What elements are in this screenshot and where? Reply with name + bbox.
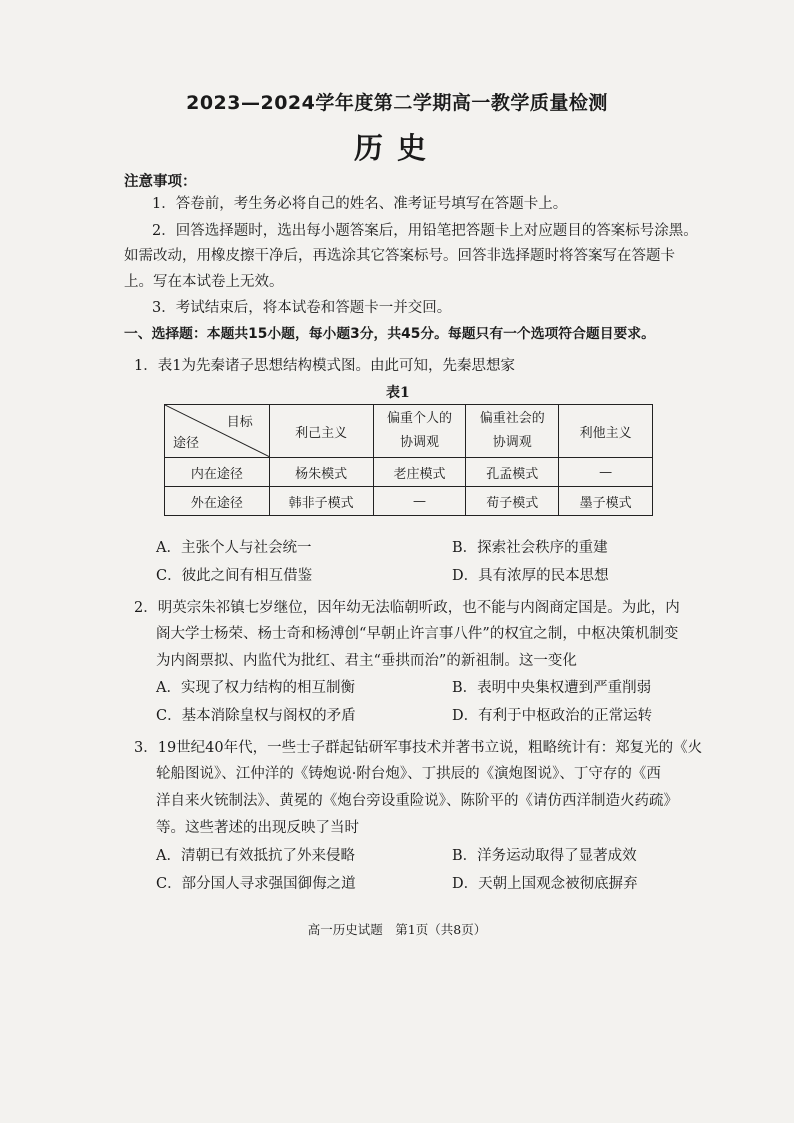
table-cell: 老庄模式 [373,458,466,487]
col-header-line: 偏重个人的 [386,411,452,426]
table-row [165,487,653,516]
q1-option-c: C．彼此之间有相互借鉴 [156,568,313,584]
table-col-header: 利他主义 [559,405,653,458]
col-header-line: 协调观 [399,435,439,450]
q2-option-a: A．实现了权力结构的相互制衡 [156,680,355,696]
q3-option-c: C．部分国人寻求强国御侮之道 [156,876,356,892]
col-header-line: 偏重社会的 [479,411,545,426]
table-cell: — [373,487,466,516]
q2-stem-line-1: 2．明英宗朱祁镇七岁继位，因年幼无法临朝听政，也不能与内阁商定国是。为此，内 [134,600,680,616]
table-cell: 内在途径 [165,458,270,487]
q3-option-b: B．洋务运动取得了显著成效 [452,848,637,864]
note-item-3: 3．考试结束后，将本试卷和答题卡一并交回。 [152,300,452,316]
table-cell: 墨子模式 [559,487,653,516]
table-cell: 外在途径 [165,487,270,516]
section-1-heading: 一、选择题：本题共15小题，每小题3分，共45分。每题只有一个选项符合题目要求。 [124,326,655,342]
q2-stem-line-2: 阁大学士杨荣、杨士奇和杨溥创“早朝止许言事八件”的权宜之制，中枢决策机制变 [156,626,679,642]
question-1-stem: 1．表1为先秦诸子思想结构模式图。由此可知，先秦思想家 [134,358,515,374]
q2-option-d: D．有利于中枢政治的正常运转 [452,708,653,724]
q3-stem-line-1: 3．19世纪40年代，一些士子群起钻研军事技术并著书立说，粗略统计有：郑复光的《火 [134,740,703,756]
q2-stem-line-3: 为内阁票拟、内监代为批红、君主“垂拱而治”的新祖制。这一变化 [156,653,577,669]
q1-option-b: B．探索社会秩序的重建 [452,540,608,556]
table-cell: — [559,458,653,487]
note-item-2-line-1: 2．回答选择题时，选出每小题答案后，用铅笔把答题卡上对应题目的答案标号涂黑。 [152,223,698,239]
q3-stem-line-3: 洋自来火铳制法》、黄冕的《炮台旁设重险说》、陈阶平的《请仿西洋制造火药疏》 [156,793,678,809]
q3-option-d: D．天朝上国观念被彻底摒弃 [452,876,638,892]
q3-stem-line-2: 轮船图说》、江仲洋的《铸炮说·附台炮》、丁拱辰的《演炮图说》、丁守存的《西 [156,766,661,782]
q2-option-b: B．表明中央集权遭到严重削弱 [452,680,652,696]
note-item-1: 1．答卷前，考生务必将自己的姓名、准考证号填写在答题卡上。 [152,196,568,212]
corner-label-goal: 目标 [226,415,253,430]
table-cell: 杨朱模式 [269,458,373,487]
table-cell: 荀子模式 [466,487,559,516]
exam-title: 2023—2024学年度第二学期高一教学质量检测 [186,92,608,114]
table-1 [164,404,653,516]
page-footer: 高一历史试题 第1页（共8页） [307,922,487,937]
table-cell: 韩非子模式 [269,487,373,516]
table-row [165,458,653,487]
table-col-header [466,405,559,458]
table-col-header [373,405,466,458]
note-item-2-line-2: 如需改动，用橡皮擦干净后，再选涂其它答案标号。回答非选择题时将答案写在答题卡 [124,248,675,264]
q1-option-a: A．主张个人与社会统一 [156,540,312,556]
table-cell: 孔孟模式 [466,458,559,487]
table-corner-cell [165,405,270,458]
q3-stem-line-4: 等。这些著述的出现反映了当时 [156,820,359,836]
table-col-header: 利己主义 [269,405,373,458]
q3-option-a: A．清朝已有效抵抗了外来侵略 [156,848,355,864]
q1-option-d: D．具有浓厚的民本思想 [452,568,609,584]
corner-label-path: 途径 [173,436,200,451]
note-item-2-line-3: 上。写在本试卷上无效。 [124,274,284,290]
notes-heading: 注意事项： [124,174,197,190]
table-1-caption: 表1 [386,385,410,401]
q2-option-c: C．基本消除皇权与阁权的矛盾 [156,708,356,724]
subject-title: 历史 [353,131,440,165]
table-header-row [165,405,653,458]
col-header-line: 协调观 [492,435,532,450]
